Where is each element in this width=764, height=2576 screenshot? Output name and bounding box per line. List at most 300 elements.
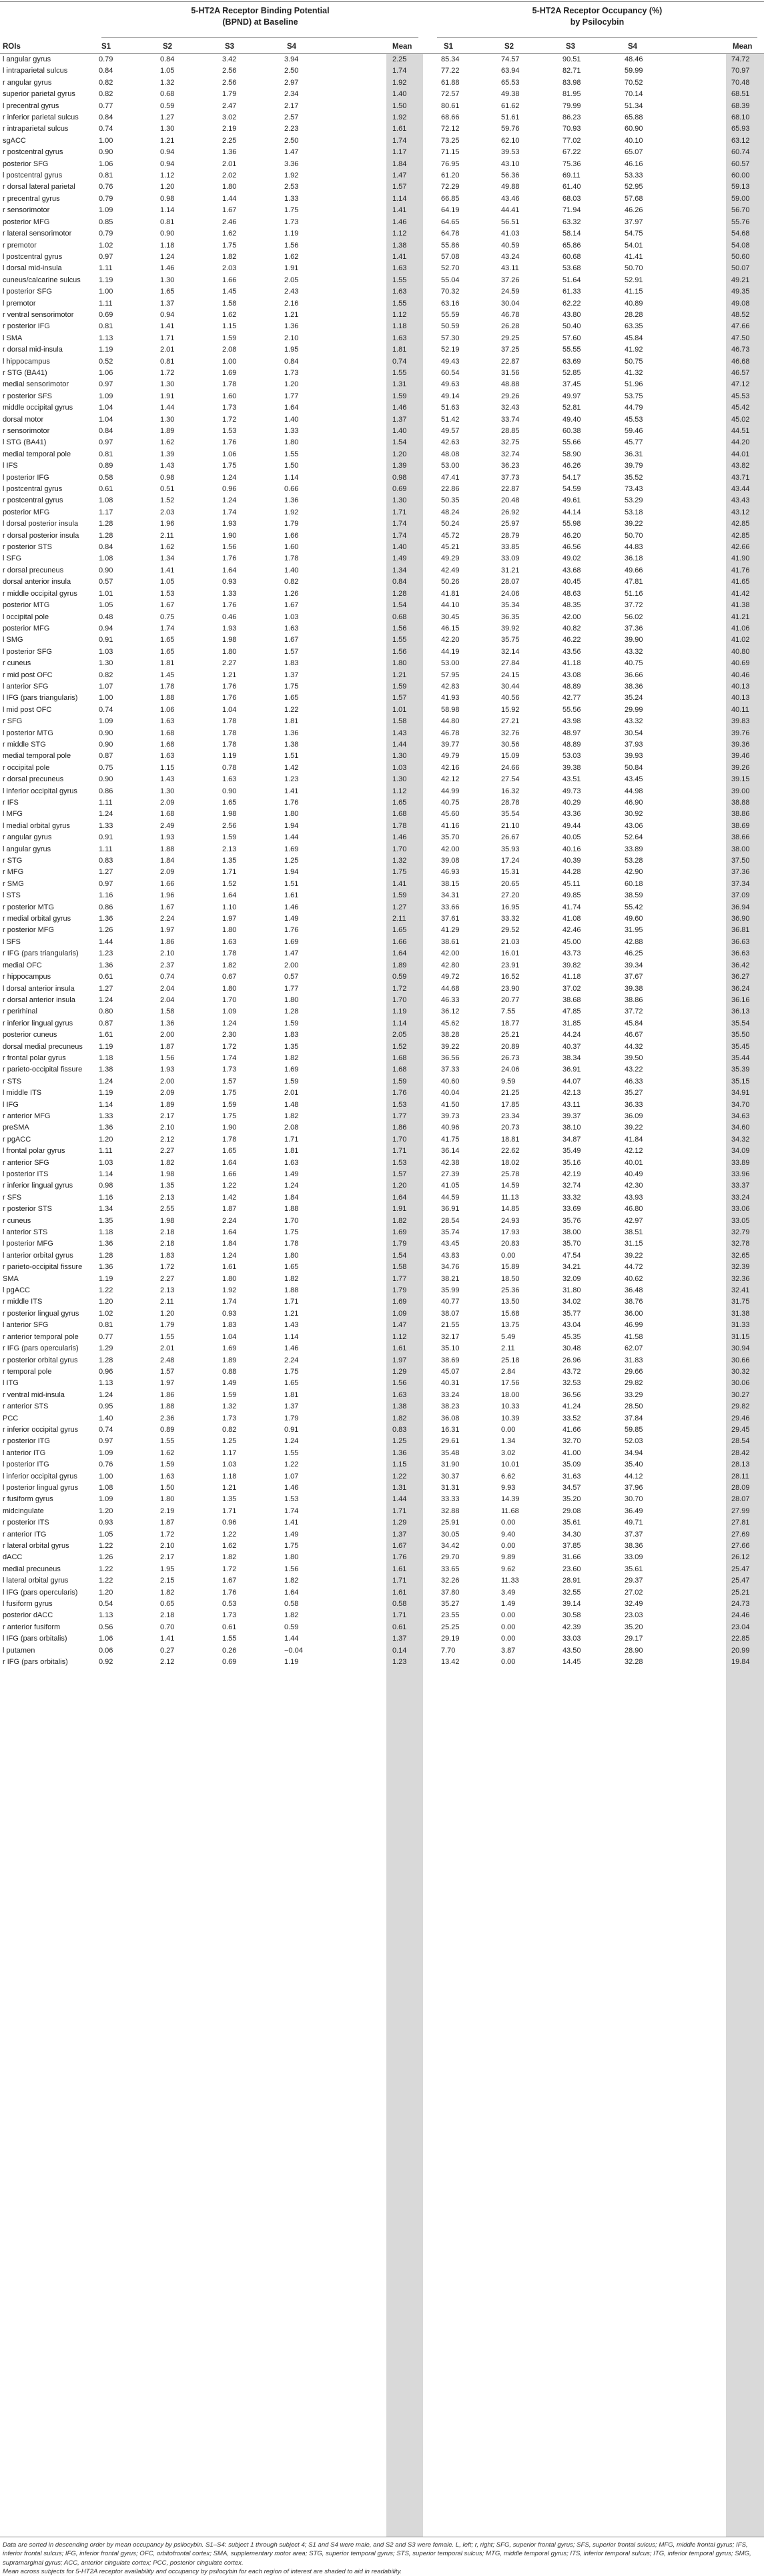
bp-s3: 1.69 [222,1344,237,1353]
occ-s3: 60.68 [562,252,581,261]
occ-s4: 30.54 [625,729,643,737]
occ-s3: 30.48 [562,1344,581,1353]
occ-mean: 43.82 [731,462,750,470]
bp-s1: 0.77 [99,1332,113,1341]
occ-s3: 42.39 [562,1623,581,1631]
occ-s2: 41.03 [501,230,520,238]
occ-s3: 44.24 [562,1031,581,1039]
table-row [0,1448,764,1459]
roi-name: l occipital pole [3,612,49,621]
roi-name: r posterior lingual gyrus [3,1309,79,1318]
bp-s4: 1.55 [284,1448,299,1457]
table-row [0,1158,764,1169]
occ-s4: 33.09 [625,1553,643,1562]
bp-s2: 1.67 [160,601,175,610]
roi-name: r MFG [3,868,24,877]
bp-mean: 1.81 [392,346,407,354]
bp-s2: 1.82 [160,1588,175,1597]
roi-name: r temporal pole [3,1367,52,1376]
bp-s2: 1.57 [160,1367,175,1376]
occ-s4: 46.90 [625,799,643,807]
bp-s1: 1.17 [99,508,113,516]
occ-s4: 35.52 [625,473,643,482]
bp-s2: 1.79 [160,1321,175,1330]
occ-s3: 40.39 [562,857,581,865]
occ-s1: 36.12 [441,1007,460,1016]
roi-name: l frontal polar gyrus [3,1147,65,1156]
roi-name: l precentral gyrus [3,101,59,110]
bp-s3: 1.73 [222,1414,237,1422]
occ-s3: 31.66 [562,1553,581,1562]
bp-s4: 1.61 [284,891,299,900]
table-row [0,159,764,170]
occ-s4: 39.22 [625,1124,643,1132]
bp-s2: 1.20 [160,1309,175,1318]
roi-name: r sensorimotor [3,206,50,215]
bp-s4: 1.46 [284,1483,299,1492]
occ-s3: 77.02 [562,136,581,145]
occ-s1: 50.24 [441,520,460,528]
occ-s4: 51.34 [625,101,643,110]
occ-s2: 40.59 [501,241,520,250]
occ-s1: 40.04 [441,1089,460,1098]
roi-name: r fusiform gyrus [3,1495,53,1504]
bp-s2: 2.13 [160,1193,175,1202]
occ-s4: 36.33 [625,1100,643,1109]
bp-s1: 1.28 [99,531,113,540]
col-header-occ-s3: S3 [566,43,576,51]
occ-s1: 38.23 [441,1402,460,1411]
bp-s3: 0.82 [222,1425,237,1434]
table-row [0,612,764,623]
table-row [0,1471,764,1482]
occ-s4: 52.95 [625,183,643,191]
bp-s4: 1.78 [284,1240,299,1248]
bp-s1: 0.92 [99,1658,113,1667]
bp-s3: 0.88 [222,1367,237,1376]
occ-s2: 21.25 [501,1089,520,1098]
occ-s2: 6.62 [501,1472,516,1480]
table-row [0,1506,764,1517]
bp-s3: 1.80 [222,926,237,935]
occ-s3: 49.44 [562,821,581,830]
occ-s1: 32.17 [441,1332,460,1341]
bp-s1: 0.89 [99,462,113,470]
bp-s4: 2.50 [284,136,299,145]
bp-mean: 1.49 [392,554,407,563]
bp-s2: 0.59 [160,101,175,110]
table-row [0,1296,764,1308]
bp-s4: 1.82 [284,1112,299,1120]
occ-s1: 30.05 [441,1530,460,1539]
bp-s2: 2.03 [160,508,175,516]
table-row [0,240,764,252]
roi-name: r posterior orbital gyrus [3,1356,78,1364]
bp-s1: 1.44 [99,937,113,946]
occ-mean: 43.12 [731,508,750,516]
occ-s4: 30.92 [625,810,643,819]
occ-s4: 35.24 [625,694,643,703]
bp-s1: 1.24 [99,810,113,819]
bp-mean: 1.70 [392,845,407,853]
table-row [0,1088,764,1099]
roi-name: l dorsal anterior insula [3,984,75,993]
roi-name: middle occipital gyrus [3,404,73,412]
roi-name: sgACC [3,136,26,145]
occ-s3: 48.35 [562,601,581,610]
occ-s4: 40.75 [625,659,643,668]
occ-s1: 49.63 [441,380,460,389]
occ-s4: 47.81 [625,578,643,586]
occ-s4: 38.36 [625,682,643,691]
occ-s3: 40.82 [562,624,581,632]
roi-name: l anterior orbital gyrus [3,1251,73,1260]
occ-mean: 28.07 [731,1495,750,1504]
bp-s1: 0.82 [99,78,113,87]
bp-s2: 2.27 [160,1274,175,1283]
bp-s3: 1.93 [222,520,237,528]
occ-mean: 70.97 [731,67,750,75]
bp-mean: 1.74 [392,520,407,528]
table-row [0,1355,764,1366]
bp-s1: 0.84 [99,427,113,435]
roi-name: l posterior MFG [3,1240,53,1248]
bp-s2: 1.74 [160,624,175,632]
occ-mean: 43.44 [731,485,750,494]
bp-s1: 0.96 [99,1367,113,1376]
bp-mean: 1.55 [392,299,407,308]
bp-mean: 1.65 [392,926,407,935]
occ-s2: 17.24 [501,857,520,865]
occ-s4: 41.15 [625,288,643,296]
occ-mean: 35.15 [731,1077,750,1086]
bp-s3: 1.76 [222,554,237,563]
occ-s2: 56.51 [501,218,520,226]
occ-mean: 47.50 [731,334,750,342]
bp-mean: 1.19 [392,1007,407,1016]
occ-s4: 40.01 [625,1158,643,1167]
occ-s4: 46.16 [625,159,643,168]
occ-s4: 37.36 [625,624,643,632]
occ-mean: 48.52 [731,310,750,319]
bp-s2: 1.93 [160,833,175,842]
occ-s4: 49.71 [625,1519,643,1527]
occ-s3: 39.38 [562,763,581,772]
bp-mean: 1.97 [392,1356,407,1364]
bp-s2: 2.01 [160,1344,175,1353]
bp-s2: 2.36 [160,1414,175,1422]
bp-s4: 1.44 [284,833,299,842]
occ-s3: 32.70 [562,1437,581,1446]
bp-s2: 0.94 [160,148,175,157]
occ-s3: 32.55 [562,1588,581,1597]
bp-s1: 0.98 [99,1182,113,1190]
bp-s4: 2.17 [284,101,299,110]
bp-s3: 1.62 [222,230,237,238]
bp-s3: 1.24 [222,496,237,505]
roi-name: r anterior fusiform [3,1623,61,1631]
bp-mean: 1.56 [392,647,407,656]
table-row [0,1053,764,1064]
table-row [0,751,764,762]
bp-s2: 1.67 [160,903,175,911]
bp-s1: 0.82 [99,671,113,679]
occ-s3: 42.77 [562,694,581,703]
occ-s2: 46.78 [501,310,520,319]
roi-name: l SFG [3,554,22,563]
occ-s3: 23.60 [562,1565,581,1573]
bp-s1: 1.19 [99,1274,113,1283]
occ-mean: 49.35 [731,288,750,296]
bp-s3: 1.19 [222,752,237,761]
occ-s3: 39.14 [562,1600,581,1609]
table-row [0,379,764,390]
occ-mean: 29.46 [731,1414,750,1422]
roi-name: r SFS [3,1193,22,1202]
occ-s4: 38.36 [625,1542,643,1550]
occ-s4: 36.31 [625,450,643,458]
bp-s1: 1.14 [99,1170,113,1178]
bp-s3: 1.10 [222,903,237,911]
bp-mean: 1.61 [392,1565,407,1573]
roi-name: posterior cuneus [3,1031,57,1039]
table-row [0,181,764,193]
roi-name: l intraparietal sulcus [3,67,68,75]
roi-name: r dorsal precuneus [3,775,64,784]
bp-s4: 1.07 [284,1472,299,1480]
bp-s2: 2.13 [160,1286,175,1295]
bp-s3: 1.59 [222,334,237,342]
bp-s1: 1.24 [99,995,113,1004]
bp-s3: 1.90 [222,1124,237,1132]
table-row [0,112,764,123]
occ-s3: 46.26 [562,462,581,470]
bp-s3: 1.78 [222,729,237,737]
bp-s1: 1.27 [99,984,113,993]
occ-s3: 81.95 [562,90,581,99]
table-row [0,1494,764,1505]
bp-mean: 1.37 [392,415,407,424]
bp-s1: 1.07 [99,682,113,691]
occ-s2: 35.75 [501,636,520,645]
table-row [0,1285,764,1296]
occ-mean: 24.73 [731,1600,750,1609]
occ-s2: 28.85 [501,427,520,435]
bp-s1: 1.05 [99,601,113,610]
table-row [0,170,764,181]
occ-mean: 59.00 [731,194,750,203]
occ-s2: 32.43 [501,404,520,412]
occ-s2: 15.68 [501,1309,520,1318]
roi-name: l postcentral gyrus [3,252,63,261]
bp-mean: 2.05 [392,1031,407,1039]
table-row [0,1657,764,1668]
occ-mean: 41.38 [731,601,750,610]
bp-s2: 1.89 [160,427,175,435]
bp-s4: 1.46 [284,903,299,911]
table-row [0,716,764,727]
col-header-occ-s2: S2 [504,43,514,51]
roi-name: l angular gyrus [3,55,51,63]
bp-s3: 1.57 [222,1077,237,1086]
roi-name: dorsal medial precuneus [3,1042,83,1051]
occ-s1: 39.73 [441,1112,460,1120]
occ-mean: 37.34 [731,879,750,888]
bp-s1: 1.26 [99,1553,113,1562]
occ-s4: 41.41 [625,252,643,261]
bp-s2: 1.88 [160,694,175,703]
bp-s4: 1.74 [284,1507,299,1515]
bp-s2: 0.65 [160,1600,175,1609]
bp-s1: 0.90 [99,740,113,749]
table-row [0,1610,764,1621]
occ-s1: 61.88 [441,78,460,87]
table-row [0,821,764,832]
occ-s4: 50.84 [625,763,643,772]
table-row [0,728,764,739]
bp-s2: 2.11 [160,1298,174,1306]
bp-s3: 1.67 [222,1577,237,1585]
bp-s4: 1.75 [284,1228,299,1237]
occ-s2: 24.93 [501,1216,520,1225]
occ-s2: 23.91 [501,961,520,969]
occ-s1: 42.20 [441,636,460,645]
occ-s1: 43.83 [441,1251,460,1260]
bp-s3: 0.90 [222,787,237,795]
bp-s1: 0.80 [99,1007,113,1016]
bp-s3: 2.56 [222,821,237,830]
bp-s1: 1.29 [99,1344,113,1353]
roi-name: r SFG [3,717,23,726]
bp-s1: 1.40 [99,1414,113,1422]
bp-s4: 1.24 [284,1182,299,1190]
occ-s2: 9.89 [501,1553,516,1562]
bp-s4: 1.37 [284,1402,299,1411]
bp-s4: 1.80 [284,810,299,819]
bp-s3: 1.89 [222,1356,237,1364]
roi-name: r postcentral gyrus [3,496,63,505]
bp-s1: 0.79 [99,55,113,63]
roi-name: cuneus/calcarine sulcus [3,276,81,284]
bp-s3: 1.63 [222,937,237,946]
occ-s4: 43.22 [625,1065,643,1074]
occ-s4: 39.90 [625,636,643,645]
occ-mean: 27.69 [731,1530,750,1539]
occ-s2: 30.56 [501,740,520,749]
occ-s3: 37.45 [562,380,581,389]
table-row [0,507,764,518]
occ-s1: 41.29 [441,926,460,935]
table-row [0,890,764,901]
occ-s3: 60.38 [562,427,581,435]
table-row [0,449,764,460]
occ-s3: 41.00 [562,1448,581,1457]
bp-s4: 1.59 [284,1077,299,1086]
occ-s4: 29.17 [625,1635,643,1643]
bp-s3: 1.21 [222,1483,237,1492]
occ-s4: 33.29 [625,1390,643,1399]
occ-s2: 18.81 [501,1135,520,1144]
roi-name: r sensorimotor [3,427,50,435]
occ-s4: 37.67 [625,973,643,981]
occ-s3: 69.11 [562,171,581,180]
occ-s2: 24.06 [501,1065,520,1074]
roi-name: r middle occipital gyrus [3,589,77,598]
occ-s4: 49.60 [625,915,643,923]
bp-s4: 2.97 [284,78,299,87]
bp-mean: 1.68 [392,1053,407,1062]
bp-mean: 1.40 [392,427,407,435]
occ-mean: 70.48 [731,78,750,87]
bp-s2: 1.65 [160,647,175,656]
occ-s2: 14.85 [501,1205,520,1214]
occ-mean: 32.79 [731,1228,750,1237]
roi-name: l anterior ITG [3,1448,46,1457]
bp-s4: 1.92 [284,171,299,180]
occ-s4: 59.46 [625,427,643,435]
occ-mean: 49.08 [731,299,750,308]
occ-s3: 47.54 [562,1251,581,1260]
occ-s2: 31.56 [501,368,520,377]
roi-name: l postcentral gyrus [3,485,63,494]
roi-name: l SFS [3,937,21,946]
bp-s1: 0.48 [99,612,113,621]
bp-header-line1: 5-HT2A Receptor Binding Potential [191,6,330,15]
occ-s2: 26.73 [501,1053,520,1062]
occ-s3: 40.05 [562,833,581,842]
bp-s2: 1.72 [160,368,175,377]
table-row [0,1041,764,1053]
occ-mean: 35.39 [731,1065,750,1074]
bp-s4: 1.81 [284,1147,299,1156]
occ-s3: 31.63 [562,1472,581,1480]
occ-mean: 24.46 [731,1611,750,1620]
occ-mean: 33.96 [731,1170,750,1178]
bp-mean: 1.20 [392,1182,407,1190]
bp-s2: 1.91 [160,392,175,400]
bp-s2: 1.14 [160,206,175,215]
occ-s3: 55.98 [562,520,581,528]
bp-s3: 1.87 [222,1205,237,1214]
bp-s2: 0.75 [160,612,175,621]
occ-mean: 32.78 [731,1240,750,1248]
bp-s1: 1.09 [99,392,113,400]
occ-s2: 7.55 [501,1007,516,1016]
occ-s3: 40.37 [562,1042,581,1051]
bp-s3: 1.74 [222,1053,237,1062]
bp-s4: 3.94 [284,55,299,63]
occ-s4: 51.96 [625,380,643,389]
bp-s4: 1.57 [284,647,299,656]
bp-s2: 1.93 [160,1065,175,1074]
bp-mean: 1.59 [392,682,407,691]
bp-s1: 0.87 [99,752,113,761]
occ-s3: 45.00 [562,937,581,946]
occ-s2: 27.20 [501,891,520,900]
occ-s4: 49.66 [625,566,643,574]
occ-mean: 39.00 [731,787,750,795]
bp-s4: 1.95 [284,346,299,354]
occ-s4: 52.03 [625,1437,643,1446]
bp-mean: 1.17 [392,148,407,157]
occ-mean: 40.11 [731,705,749,714]
bp-s3: 1.56 [222,543,237,552]
bp-s2: 2.37 [160,961,175,969]
bp-s3: 2.46 [222,218,237,226]
bp-s2: 1.44 [160,404,175,412]
roi-name: r anterior MFG [3,1112,51,1120]
bp-mean: 1.30 [392,752,407,761]
